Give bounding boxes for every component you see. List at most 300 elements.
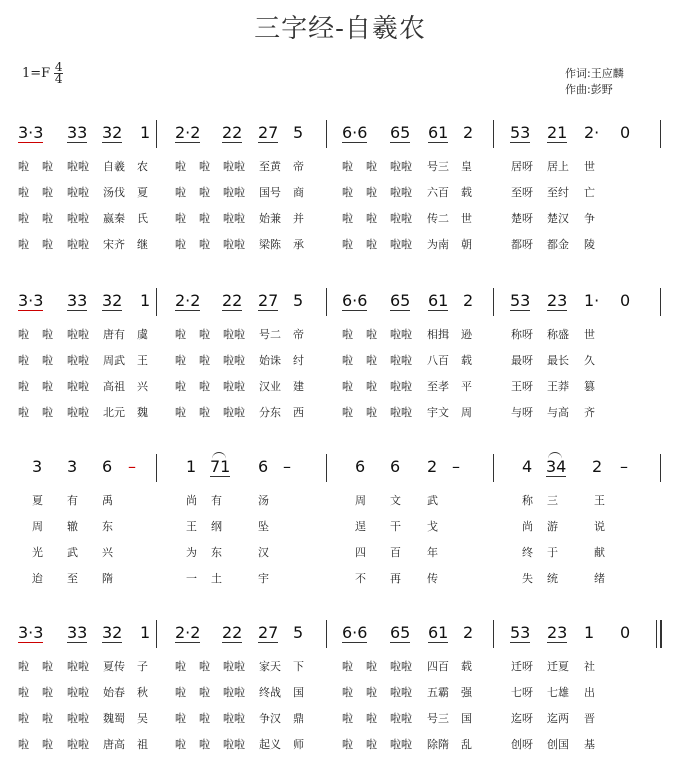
note: 2·2: [175, 123, 201, 142]
lyric-word: 世: [461, 212, 472, 225]
note: 61: [428, 291, 449, 310]
lyric-word: 最呀: [511, 354, 533, 367]
lyric-word: 啦: [342, 738, 353, 751]
lyric-word: 尚: [522, 520, 533, 533]
lyric-word: 啦啦: [223, 712, 245, 725]
lyric-word: 王: [137, 354, 148, 367]
lyric-word: 楚呀: [511, 212, 533, 225]
lyric-word: 周: [461, 406, 472, 419]
lyric-word: 啦: [42, 186, 53, 199]
bar-line: [493, 454, 494, 482]
note: –: [620, 457, 628, 476]
note: 3: [32, 457, 43, 476]
lyric-word: 始诛: [259, 354, 281, 367]
lyric-word: 终战: [259, 686, 281, 699]
lyric-word: 啦啦: [223, 660, 245, 673]
credits: [565, 66, 624, 98]
note: 2·: [584, 123, 600, 142]
note: 1: [140, 623, 151, 642]
lyric-word: 终: [522, 546, 533, 559]
note: 65: [390, 291, 411, 310]
lyric-word: 魏蜀: [103, 712, 125, 725]
lyric-word: 至纣: [547, 186, 569, 199]
lyric-word: 创呀: [511, 738, 533, 751]
lyric-word: 迁呀: [511, 660, 533, 673]
lyric-word: 王呀: [511, 380, 533, 393]
note: 3: [67, 457, 78, 476]
slur-arc: [548, 452, 562, 459]
lyric-word: 啦: [18, 712, 29, 725]
lyric-word: 啦啦: [390, 328, 412, 341]
lyric-word: 出: [584, 686, 595, 699]
lyric-word: 啦: [18, 212, 29, 225]
note: 6·6: [342, 123, 368, 142]
lyric-word: 啦: [18, 406, 29, 419]
lyric-word: 兴: [102, 546, 113, 559]
lyric-word: 文: [390, 494, 401, 507]
score-line: [0, 118, 680, 268]
lyric-word: 传: [427, 572, 438, 585]
note: 34: [546, 457, 567, 476]
lyric-word: 魏: [137, 406, 148, 419]
bar-line: [660, 454, 661, 482]
note: 6: [258, 457, 269, 476]
lyric-word: 隋: [102, 572, 113, 585]
lyric-word: 周武: [103, 354, 125, 367]
lyric-word: 啦啦: [67, 660, 89, 673]
lyric-word: 游: [547, 520, 558, 533]
note: 4: [522, 457, 533, 476]
lyric-word: 献: [594, 546, 605, 559]
lyric-word: 啦: [175, 738, 186, 751]
note: 65: [390, 123, 411, 142]
lyric-word: 啦: [175, 712, 186, 725]
lyric-word: 秋: [137, 686, 148, 699]
note: 0: [620, 291, 631, 310]
lyric-word: 载: [461, 186, 472, 199]
note: 6: [102, 457, 113, 476]
lyric-word: 都金: [547, 238, 569, 251]
note: 2: [463, 123, 474, 142]
lyric-word: 夏: [137, 186, 148, 199]
time-bottom: 4: [54, 72, 63, 86]
note: 5: [293, 123, 304, 142]
lyric-word: 至黄: [259, 160, 281, 173]
lyric-word: 啦: [18, 238, 29, 251]
note: 1: [186, 457, 197, 476]
lyric-word: 啦: [366, 738, 377, 751]
bar-line: [326, 620, 327, 648]
note: 27: [258, 291, 279, 310]
lyric-word: 世: [584, 160, 595, 173]
lyric-word: 啦: [342, 186, 353, 199]
lyric-word: 啦: [42, 406, 53, 419]
lyric-word: 子: [137, 660, 148, 673]
lyric-word: 啦啦: [390, 660, 412, 673]
lyric-word: 七呀: [511, 686, 533, 699]
lyric-word: 啦啦: [67, 212, 89, 225]
lyric-word: 啦: [199, 328, 210, 341]
lyric-word: 迨: [32, 572, 43, 585]
note: 0: [620, 623, 631, 642]
lyric-word: 啦: [18, 354, 29, 367]
lyric-word: 三: [547, 494, 558, 507]
lyric-word: 啦: [342, 160, 353, 173]
note: 2·2: [175, 291, 201, 310]
lyric-word: 啦啦: [67, 406, 89, 419]
lyric-word: 啦: [199, 160, 210, 173]
bar-line: [493, 288, 494, 316]
lyric-word: 啦: [42, 354, 53, 367]
lyric-word: 鼎: [293, 712, 304, 725]
lyric-word: 啦: [175, 380, 186, 393]
lyric-word: 家天: [259, 660, 281, 673]
lyric-word: 啦: [342, 328, 353, 341]
lyric-word: 王莽: [547, 380, 569, 393]
key-signature: [22, 62, 63, 85]
lyric-word: 东: [102, 520, 113, 533]
note: 53: [510, 291, 531, 310]
lyric-word: 居呀: [511, 160, 533, 173]
note: 32: [102, 123, 123, 142]
bar-line: [656, 620, 657, 648]
note: 2·2: [175, 623, 201, 642]
lyric-word: 啦: [366, 660, 377, 673]
lyric-word: 齐: [584, 406, 595, 419]
bar-line: [156, 120, 157, 148]
lyric-word: 啦: [42, 660, 53, 673]
note: 6·6: [342, 623, 368, 642]
lyric-word: 啦: [42, 380, 53, 393]
lyric-word: 啦: [199, 738, 210, 751]
lyric-word: 纣: [293, 354, 304, 367]
lyric-word: 啦啦: [390, 406, 412, 419]
lyric-word: 啦: [342, 660, 353, 673]
notes-row: [0, 618, 680, 648]
score-line: [0, 618, 680, 768]
lyric-word: 分东: [259, 406, 281, 419]
lyric-word: 啦: [18, 328, 29, 341]
lyric-word: 啦啦: [390, 212, 412, 225]
lyric-word: 啦: [366, 328, 377, 341]
lyric-word: 五霸: [427, 686, 449, 699]
lyric-word: 号三: [427, 712, 449, 725]
lyric-word: 称呀: [511, 328, 533, 341]
lyric-word: 光: [32, 546, 43, 559]
lyric-word: 啦: [18, 186, 29, 199]
lyric-word: 啦: [42, 686, 53, 699]
lyric-word: 啦: [175, 660, 186, 673]
lyric-word: 啦啦: [390, 686, 412, 699]
lyric-word: 啦啦: [390, 160, 412, 173]
lyric-word: 啦: [18, 738, 29, 751]
lyric-word: 最长: [547, 354, 569, 367]
lyric-word: 六百: [427, 186, 449, 199]
lyric-word: 啦: [42, 328, 53, 341]
lyric-word: 啦: [199, 712, 210, 725]
lyric-word: 啦: [199, 354, 210, 367]
lyric-word: 为: [186, 546, 197, 559]
lyric-word: 与呀: [511, 406, 533, 419]
note: 32: [102, 291, 123, 310]
lyric-word: 帝: [293, 328, 304, 341]
lyric-word: 啦: [342, 712, 353, 725]
lyric-word: 啦: [175, 686, 186, 699]
lyric-word: 北元: [103, 406, 125, 419]
lyric-word: 乱: [461, 738, 472, 751]
lyric-word: 百: [390, 546, 401, 559]
lyric-word: 逊: [461, 328, 472, 341]
notes-row: [0, 452, 680, 482]
lyric-word: 啦: [18, 160, 29, 173]
lyric-word: 啦: [175, 238, 186, 251]
lyric-word: 周: [32, 520, 43, 533]
lyric-word: 啦啦: [67, 380, 89, 393]
lyric-word: 啦啦: [67, 686, 89, 699]
lyric-word: 尚: [186, 494, 197, 507]
lyric-word: 王: [594, 494, 605, 507]
lyric-word: 啦: [42, 238, 53, 251]
lyric-word: 再: [390, 572, 401, 585]
lyric-word: 啦: [366, 354, 377, 367]
bar-line: [326, 120, 327, 148]
lyric-word: 始春: [103, 686, 125, 699]
lyric-word: 啦: [342, 212, 353, 225]
lyric-word: 啦啦: [390, 380, 412, 393]
lyric-word: 迄呀: [511, 712, 533, 725]
note: 33: [67, 291, 88, 310]
bar-line: [326, 454, 327, 482]
lyric-word: 啦啦: [223, 738, 245, 751]
lyric-word: 啦啦: [223, 238, 245, 251]
lyric-word: 国: [461, 712, 472, 725]
lyric-word: 继: [137, 238, 148, 251]
lyricist: 作词:王应麟: [565, 67, 624, 80]
lyric-word: 亡: [584, 186, 595, 199]
note: 22: [222, 623, 243, 642]
lyric-word: 除隋: [427, 738, 449, 751]
lyric-word: 啦: [366, 712, 377, 725]
lyric-word: 汉业: [259, 380, 281, 393]
lyric-word: 氏: [137, 212, 148, 225]
lyric-word: 为南: [427, 238, 449, 251]
lyric-word: 八百: [427, 354, 449, 367]
note: 61: [428, 123, 449, 142]
lyric-word: 啦: [175, 354, 186, 367]
lyric-word: 啦: [366, 212, 377, 225]
lyric-word: 梁陈: [259, 238, 281, 251]
lyric-word: 篡: [584, 380, 595, 393]
note: –: [283, 457, 291, 476]
lyric-word: 四百: [427, 660, 449, 673]
lyric-word: 啦: [199, 660, 210, 673]
lyric-word: 久: [584, 354, 595, 367]
note: 61: [428, 623, 449, 642]
note: 1: [140, 123, 151, 142]
note: 2: [463, 291, 474, 310]
lyric-word: 啦啦: [67, 160, 89, 173]
note: 6·6: [342, 291, 368, 310]
lyric-word: 世: [584, 328, 595, 341]
lyric-word: 帝: [293, 160, 304, 173]
note: 5: [293, 291, 304, 310]
lyric-word: 啦啦: [223, 186, 245, 199]
lyric-word: 至孝: [427, 380, 449, 393]
note: 33: [67, 123, 88, 142]
lyric-word: 皇: [461, 160, 472, 173]
lyric-word: 汤: [258, 494, 269, 507]
lyric-word: 有: [67, 494, 78, 507]
note: 53: [510, 623, 531, 642]
note: 21: [547, 123, 568, 142]
lyric-word: 农: [137, 160, 148, 173]
lyric-word: 晋: [584, 712, 595, 725]
lyric-word: 啦: [199, 686, 210, 699]
lyric-word: 统: [547, 572, 558, 585]
lyric-word: 啦啦: [223, 380, 245, 393]
lyric-word: 啦啦: [67, 712, 89, 725]
lyric-word: 啦啦: [67, 186, 89, 199]
composer: 作曲:彭野: [565, 83, 613, 96]
bar-line: [156, 620, 157, 648]
lyric-word: 号三: [427, 160, 449, 173]
lyric-word: 啦: [366, 186, 377, 199]
bar-line: [493, 620, 494, 648]
lyric-word: 称: [522, 494, 533, 507]
lyric-word: 啦: [175, 160, 186, 173]
lyric-word: 啦: [199, 406, 210, 419]
lyric-word: 起义: [259, 738, 281, 751]
lyric-word: 平: [461, 380, 472, 393]
lyric-word: 啦: [199, 238, 210, 251]
lyric-word: 啦啦: [223, 160, 245, 173]
lyric-word: 宋齐: [103, 238, 125, 251]
lyric-word: 争: [584, 212, 595, 225]
lyric-word: 与高: [547, 406, 569, 419]
note: 3·3: [18, 623, 44, 642]
time-signature: [54, 62, 63, 85]
lyric-word: 啦: [175, 406, 186, 419]
lyric-word: 啦啦: [223, 212, 245, 225]
lyric-word: 西: [293, 406, 304, 419]
lyric-word: 啦: [342, 238, 353, 251]
lyric-word: 祖: [137, 738, 148, 751]
song-title: 三字经-自羲农: [254, 14, 426, 44]
lyric-word: 嬴秦: [103, 212, 125, 225]
lyric-word: 至: [67, 572, 78, 585]
lyric-word: 自羲: [103, 160, 125, 173]
note: 71: [210, 457, 231, 476]
note: 22: [222, 123, 243, 142]
lyric-word: 失: [522, 572, 533, 585]
lyric-word: 土: [211, 572, 222, 585]
note: 0: [620, 123, 631, 142]
lyric-word: 承: [293, 238, 304, 251]
lyric-word: 东: [211, 546, 222, 559]
note: –: [452, 457, 460, 476]
lyric-word: 一: [186, 572, 197, 585]
lyric-word: 宇文: [427, 406, 449, 419]
lyric-word: 商: [293, 186, 304, 199]
lyric-word: 啦: [366, 160, 377, 173]
lyric-word: 兴: [137, 380, 148, 393]
bar-line: [156, 288, 157, 316]
lyric-word: 啦: [42, 738, 53, 751]
score-line: [0, 452, 680, 602]
lyric-word: 啦啦: [67, 328, 89, 341]
note: 2: [427, 457, 438, 476]
lyric-word: 啦: [366, 380, 377, 393]
lyric-word: 逞: [355, 520, 366, 533]
note: 32: [102, 623, 123, 642]
lyric-word: 不: [355, 572, 366, 585]
note: 23: [547, 623, 568, 642]
lyric-word: 陵: [584, 238, 595, 251]
lyric-word: 强: [461, 686, 472, 699]
bar-line: [326, 288, 327, 316]
key-label: 1=F: [22, 66, 51, 81]
lyric-word: 迁夏: [547, 660, 569, 673]
lyric-word: 啦: [366, 238, 377, 251]
lyric-word: 啦: [18, 686, 29, 699]
lyric-word: 都呀: [511, 238, 533, 251]
lyric-word: 啦啦: [390, 186, 412, 199]
note: 1·: [584, 291, 600, 310]
lyric-word: 说: [594, 520, 605, 533]
score-line: [0, 286, 680, 436]
lyric-word: 啦: [18, 380, 29, 393]
time-top: 4: [54, 60, 63, 74]
lyric-word: 至呀: [511, 186, 533, 199]
lyric-word: 号二: [259, 328, 281, 341]
lyric-word: 戈: [427, 520, 438, 533]
note: 33: [67, 623, 88, 642]
lyric-word: 争汉: [259, 712, 281, 725]
lyric-word: 载: [461, 660, 472, 673]
lyric-word: 夏: [32, 494, 43, 507]
lyric-word: 基: [584, 738, 595, 751]
notes-row: [0, 118, 680, 148]
lyric-word: 创国: [547, 738, 569, 751]
note: 5: [293, 623, 304, 642]
lyric-word: 唐有: [103, 328, 125, 341]
lyric-word: 七雄: [547, 686, 569, 699]
lyric-word: 啦啦: [67, 738, 89, 751]
lyric-word: 楚汉: [547, 212, 569, 225]
lyric-word: 啦: [199, 186, 210, 199]
lyric-word: 啦: [342, 406, 353, 419]
note: 53: [510, 123, 531, 142]
lyric-word: 始兼: [259, 212, 281, 225]
lyric-word: 啦: [342, 354, 353, 367]
lyric-word: 啦: [366, 686, 377, 699]
lyric-word: 汤伐: [103, 186, 125, 199]
note: 23: [547, 291, 568, 310]
lyric-word: 社: [584, 660, 595, 673]
lyric-word: 啦啦: [223, 686, 245, 699]
lyric-word: 称盛: [547, 328, 569, 341]
lyric-word: 啦: [366, 406, 377, 419]
bar-line: [156, 454, 157, 482]
lyric-word: 汉: [258, 546, 269, 559]
note: 27: [258, 123, 279, 142]
lyric-word: 啦: [42, 712, 53, 725]
note: 2: [463, 623, 474, 642]
lyric-word: 载: [461, 354, 472, 367]
lyric-word: 啦啦: [390, 738, 412, 751]
lyric-word: 虞: [137, 328, 148, 341]
note: 6: [390, 457, 401, 476]
